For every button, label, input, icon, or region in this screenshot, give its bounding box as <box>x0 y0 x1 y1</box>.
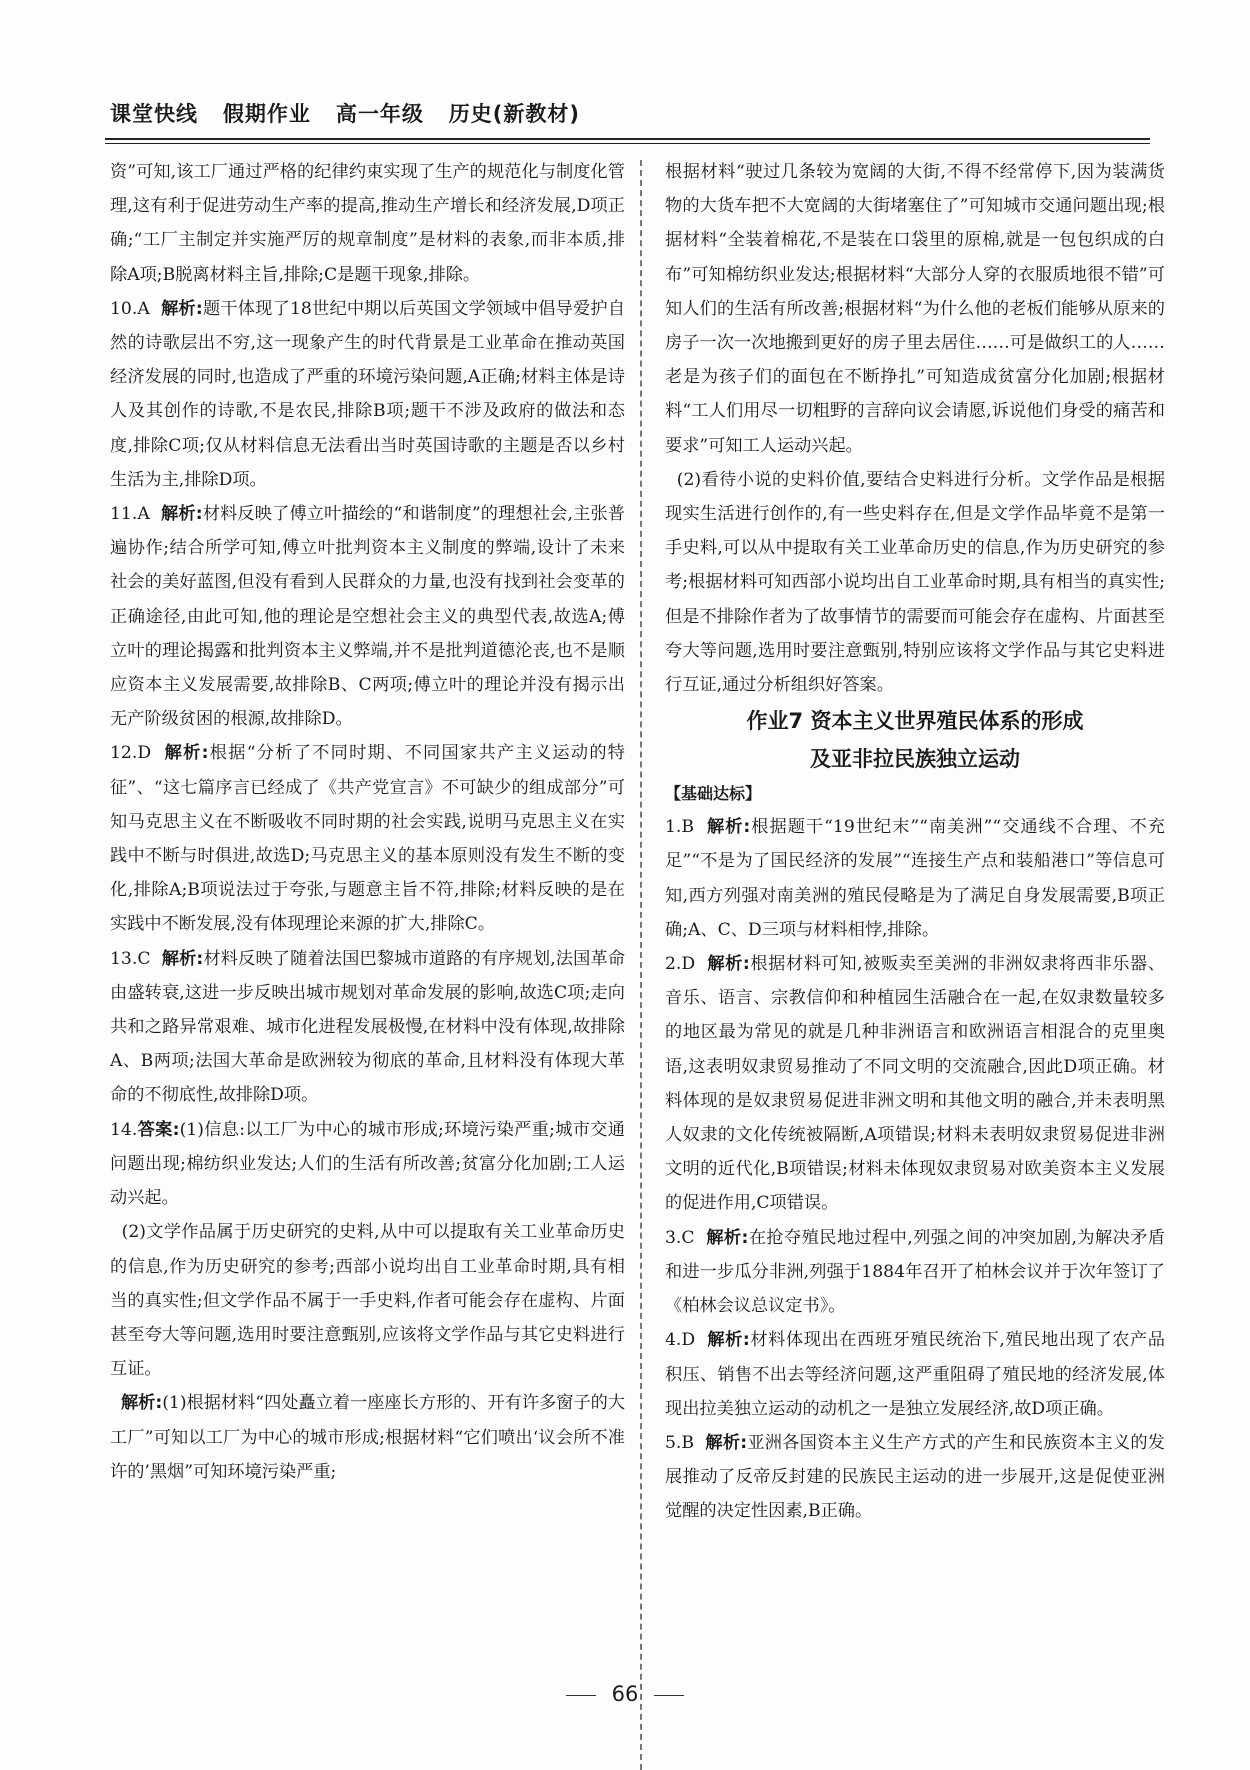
left-column <box>110 155 625 1489</box>
header-rule <box>105 138 1150 140</box>
answer-item-4: 4.D 解析:材料体现出在西班牙殖民统治下,殖民地出现了农产品积压、销售不出去等经济问题,这严重阻碍了殖民地的经济发展,体现出拉美独立运动的动机之一是独立发展经济,故D项正确。 <box>665 1330 1165 1419</box>
paragraph: 资”可知,该工厂通过严格的纪律约束实现了生产的规范化与制度化管理,这有利于促进劳动生产率的提高,推动生产增长和经济发展,D项正确;“工厂主制定并实施严厉的规章制度”是材料的表象,而非本质,排除A项;B脱离材料主旨,排除;C是题干现象,排除。 <box>110 162 625 285</box>
subsection-heading: 【基础达标】 <box>665 784 762 804</box>
answer-item-13: 13.C 解析:材料反映了随着法国巴黎城市道路的有序规划,法国革命由盛转衰,这进一步反映出城市规划对革命发展的影响,故选C项;走向共和之路异常艰难、城市化进程发展极慢,在材料中没有体现,故排除A、B两项;法国大革命是欧洲较为彻底的革命,且材料没有体现大革命的不彻底性,故排除D项。 <box>110 948 626 1106</box>
answer-item-2: 2.D 解析:根据材料可知,被贩卖至美洲的非洲奴隶将西非乐器、音乐、语言、宗教信仰和种植园生活融合在一起,在奴隶数量较多的地区最为常见的就是几种非洲语言和欧洲语言相混合的克里奥语,这表明奴隶贸易推动了不同文明的交流融合,因此D项正确。材料体现的是奴隶贸易促进非洲文明和其他文明的融合,并未表明黑人奴隶的文化传统被隔断,A项错误;材料未表明奴隶贸易促进非洲文明的近代化,B项错误;材料未体现奴隶贸易对欧美资本主义发展的促进作用,C项错误。 <box>665 954 1165 1214</box>
page-number: 66 <box>0 1682 1250 1706</box>
paragraph: (2)文学作品属于历史研究的史料,从中可以提取有关工业革命历史的信息,作为历史研究的参考;西部小说均出自工业革命时期,具有相当的真实性;但文学作品不属于一手史料,作者可能会存在虚构、片面甚至夸大等问题,选用时要注意甄别,应该将文学作品与其它史料进行互证。 <box>110 1222 625 1380</box>
section-title: 作业7 资本主义世界殖民体系的形成 <box>746 709 1084 734</box>
page-header: 课堂快线 假期作业 高一年级 历史(新教材) <box>110 102 580 126</box>
paragraph: (2)看待小说的史料价值,要结合史料进行分析。文学作品是根据现实生活进行创作的,有一些史料存在,但是文学作品毕竟不是第一手史料,可以从中提取有关工业革命历史的信息,作为历史研究的参考;根据材料可知西部小说均出自工业革命时期,具有相当的真实性;但是不排除作者为了故事情节的需要而可能会存在虚构、片面甚至夸大等问题,选用时要注意甄别,特别应该将文学作品与其它史料进行互证,通过分析组织好答案。 <box>665 469 1165 696</box>
section-title-line2: 及亚非拉民族独立运动 <box>810 747 1020 772</box>
dash-left <box>566 1695 596 1696</box>
answer-item-14: 14.答案:(1)信息:以工厂为中心的城市形成;环境污染严重;城市交通问题出现;棉纺织业发达;人们的生活有所改善;贫富分化加剧;工人运动兴起。 <box>110 1119 625 1209</box>
right-column <box>665 155 1165 1529</box>
column-divider <box>640 160 642 1770</box>
answer-item-5: 5.B 解析:亚洲各国资本主义生产方式的产生和民族资本主义的发展推动了反帝反封建的民族民主运动的进一步展开,这是促使亚洲觉醒的决定性因素,B正确。 <box>665 1432 1165 1522</box>
dash-right <box>654 1695 684 1696</box>
answer-item-11: 11.A 解析:材料反映了傅立叶描绘的“和谐制度”的理想社会,主张普遍协作;结合所学可知,傅立叶批判资本主义制度的弊端,设计了未来社会的美好蓝图,但没有看到人民群众的力量,也没有找到社会变革的正确途径,由此可知,他的理论是空想社会主义的典型代表,故选A;傅立叶的理论揭露和批判资本主义弊端,并不是批判道德沦丧,也不是顺应资本主义发展需要,故排除B、C两项;傅立叶的理论并没有揭示出无产阶级贫困的根源,故排除D。 <box>110 504 625 730</box>
answer-item-10: 10.A 解析:题干体现了18世纪中期以后英国文学领域中倡导爱护自然的诗歌层出不穷,这一现象产生的时代背景是工业革命在推动英国经济发展的同时,也造成了严重的环境污染问题,A正确;材料主体是诗人及其创作的诗歌,不是农民,排除B项;题干不涉及政府的做法和态度,排除C项;仅从材料信息无法看出当时英国诗歌的主题是否以乡村生活为主,排除D项。 <box>110 298 626 490</box>
header-rule-thin <box>105 143 1150 144</box>
answer-item-3: 3.C 解析:在抢夺殖民地过程中,列强之间的冲突加剧,为解决矛盾和进一步瓜分非洲,列强于1884年召开了柏林会议并于次年签订了《柏林会议总议定书》。 <box>665 1227 1165 1317</box>
analysis-paragraph: 解析:(1)根据材料“四处矗立着一座座长方形的、开有许多窗子的大工厂”可知以工厂为中心的城市形成;根据材料“它们喷出‘议会所不准许的’黑烟”可知环境污染严重; <box>110 1393 626 1482</box>
answer-item-12: 12.D 解析:根据“分析了不同时期、不同国家共产主义运动的特征”、“这七篇序言已经成了《共产党宣言》不可缺少的组成部分”可知马克思主义在不断吸收不同时期的社会实践,说明马克思主义在实践中不断与时俱进,故选D;马克思主义的基本原则没有发生不断的变化,排除A;B项说法过于夸张,与题意主旨不符,排除;材料反映的是在实践中不断发展,没有体现理论来源的扩大,排除C。 <box>110 743 625 935</box>
paragraph: 根据材料“驶过几条较为宽阔的大街,不得不经常停下,因为装满货物的大货车把不大宽阔的大街堵塞住了”可知城市交通问题出现;根据材料“全装着棉花,不是装在口袋里的原棉,就是一包包织成的白布”可知棉纺织业发达;根据材料“大部分人穿的衣服质地很不错”可知人们的生活有所改善;根据材料“为什么他的老板们能够从原来的房子一次一次地搬到更好的房子里去居住……可是做织工的人……老是为孩子们的面包在不断挣扎”可知造成贫富分化加剧;根据材料“工人们用尽一切粗野的言辞向议会请愿,诉说他们身受的痛苦和要求”可知工人运动兴起。 <box>665 162 1165 456</box>
answer-item-1: 1.B 解析:根据题干“19世纪末”“南美洲”“交通线不合理、不充足”“不是为了国民经济的发展”“连接生产点和装船港口”等信息可知,西方列强对南美洲的殖民侵略是为了满足自身发展需要,B项正确;A、C、D三项与材料相悖,排除。 <box>665 817 1165 940</box>
